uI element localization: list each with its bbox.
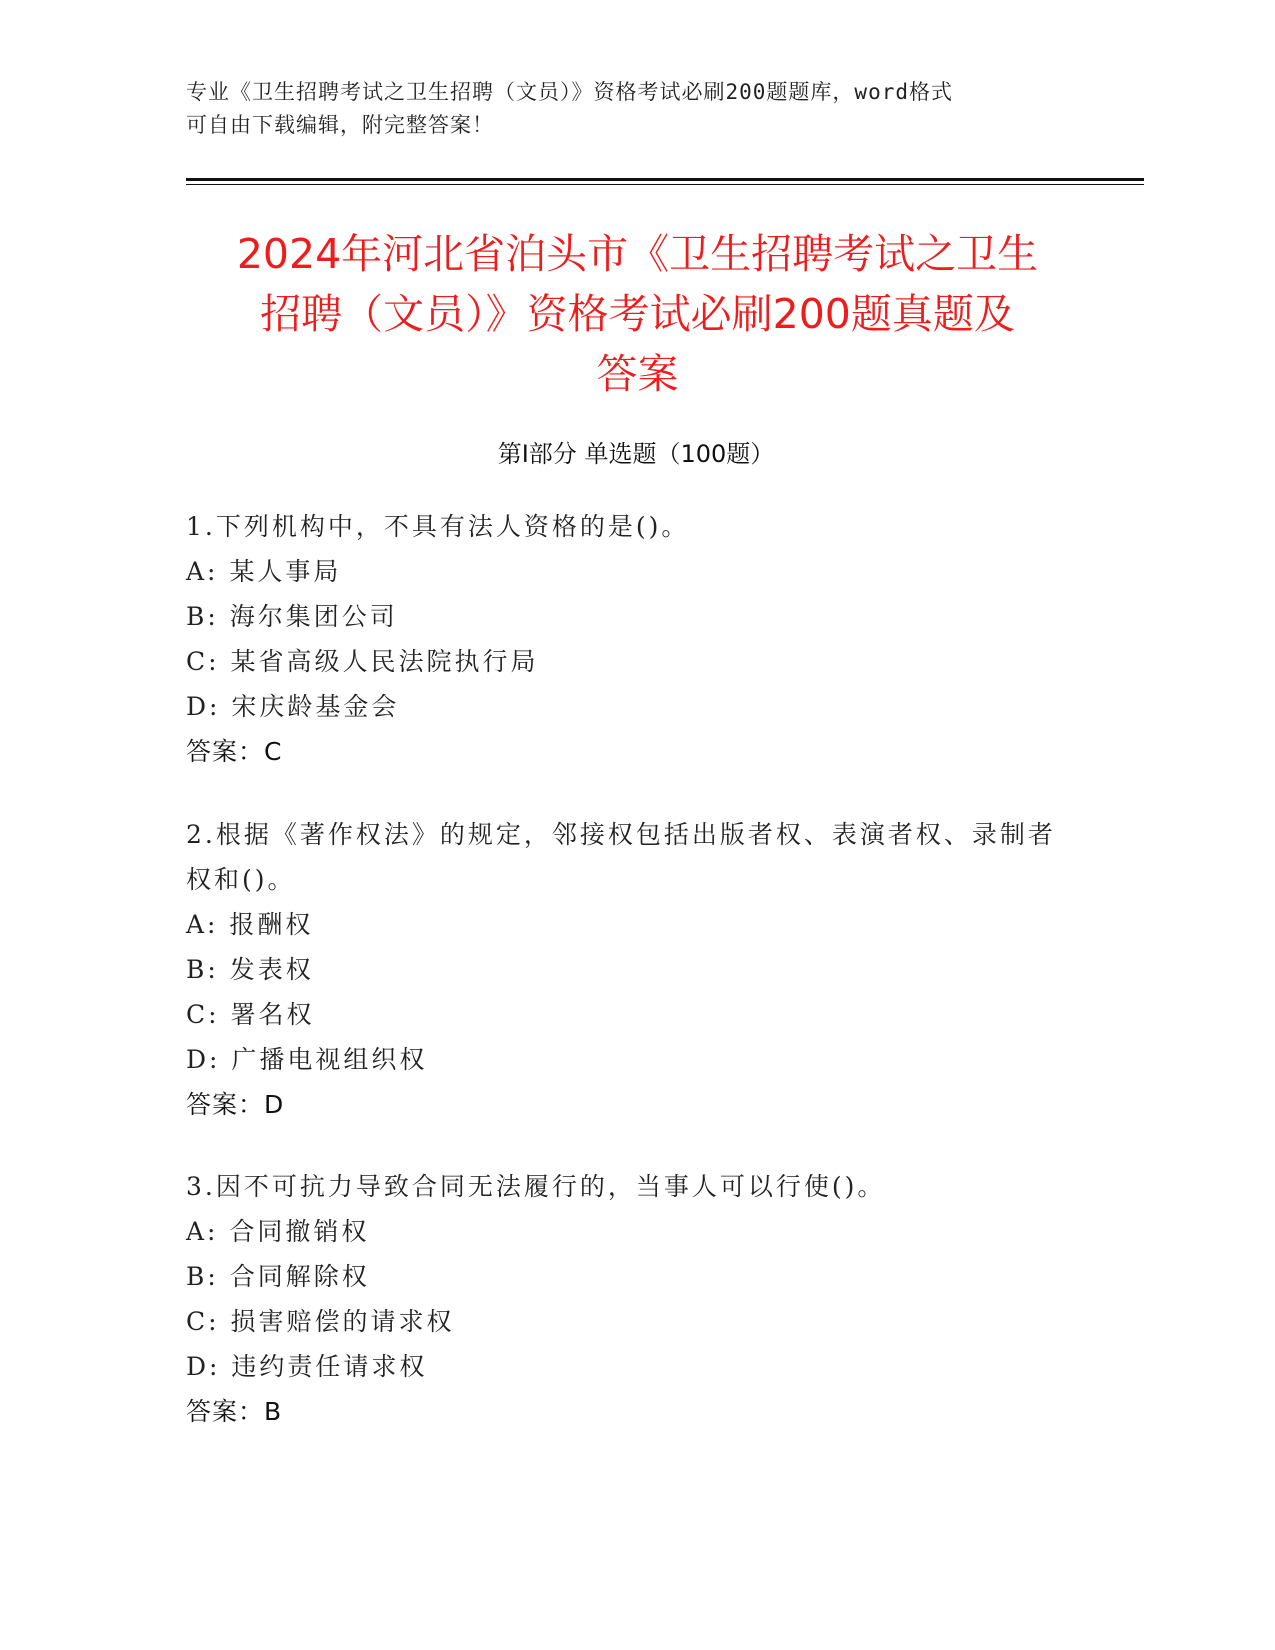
question-stem: 2.根据《著作权法》的规定，邻接权包括出版者权、表演者权、录制者权和()。 — [186, 820, 1056, 894]
document-header-note — [186, 76, 1086, 142]
title-line-1: 2024年河北省泊头市《卫生招聘考试之卫生 — [236, 230, 1039, 278]
option-c: C: 署名权 — [186, 1000, 315, 1029]
section-heading: 第Ⅰ部分 单选题（100题） — [497, 440, 775, 468]
header-note-line-1: 专业《卫生招聘考试之卫生招聘（文员）》资格考试必刷200题题库，word格式 — [186, 80, 953, 104]
answer: 答案：D — [186, 1090, 285, 1119]
question-stem: 1.下列机构中，不具有法人资格的是()。 — [186, 512, 690, 541]
question-2 — [186, 812, 1066, 1127]
option-d: D: 违约责任请求权 — [186, 1352, 428, 1381]
option-b: B: 海尔集团公司 — [186, 602, 398, 631]
option-a: A: 某人事局 — [186, 557, 342, 586]
option-a: A: 报酬权 — [186, 910, 314, 939]
option-b: B: 合同解除权 — [186, 1262, 370, 1291]
header-note-line-2: 可自由下载编辑，附完整答案！ — [186, 113, 494, 137]
question-stem: 3.因不可抗力导致合同无法履行的，当事人可以行使()。 — [186, 1172, 886, 1201]
title-line-3: 答案 — [596, 350, 679, 398]
option-d: D: 广播电视组织权 — [186, 1045, 428, 1074]
option-a: A: 合同撤销权 — [186, 1217, 370, 1246]
document-title — [180, 224, 1095, 404]
title-line-2: 招聘（文员）》资格考试必刷200题真题及 — [260, 290, 1015, 338]
header-divider-thick — [186, 178, 1144, 181]
question-1 — [186, 504, 1066, 774]
answer: 答案：B — [186, 1397, 283, 1426]
option-b: B: 发表权 — [186, 955, 314, 984]
option-d: D: 宋庆龄基金会 — [186, 692, 400, 721]
option-c: C: 某省高级人民法院执行局 — [186, 647, 539, 676]
header-divider-thin — [186, 184, 1144, 185]
answer: 答案：C — [186, 737, 283, 766]
option-c: C: 损害赔偿的请求权 — [186, 1307, 455, 1336]
question-3 — [186, 1164, 1066, 1434]
